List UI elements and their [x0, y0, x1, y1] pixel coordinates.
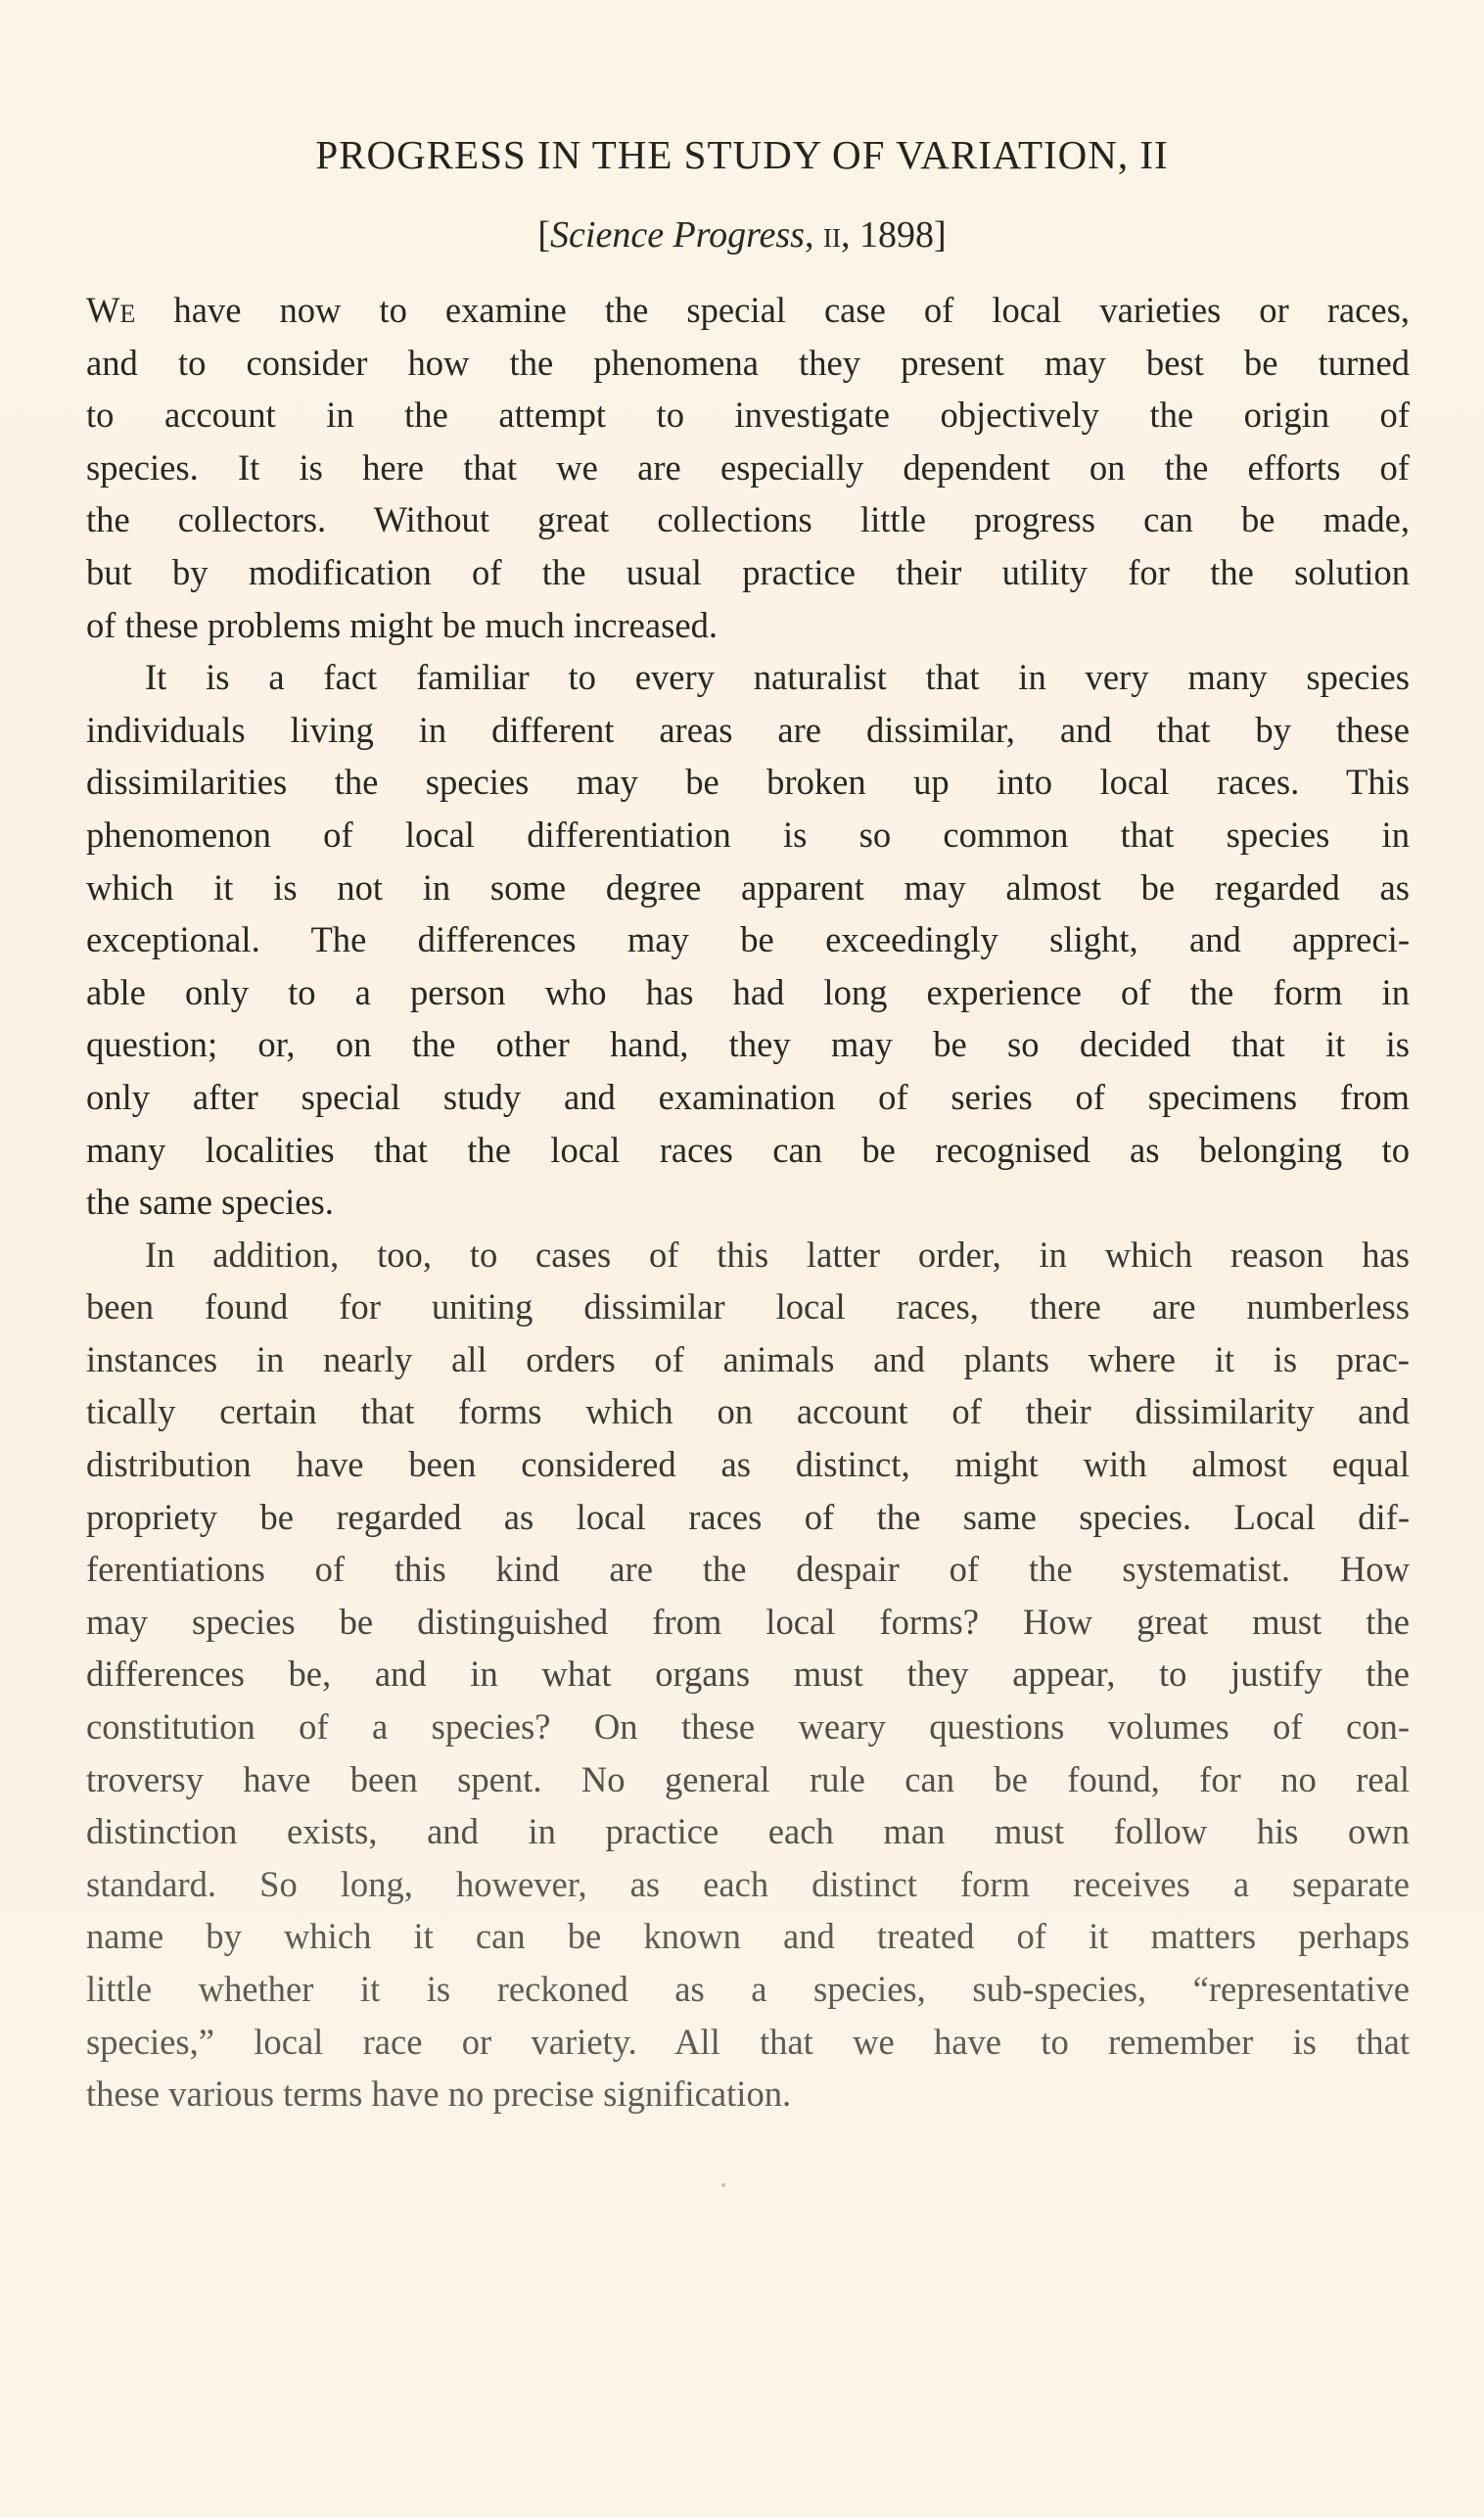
text-line: differences be, and in what organs must they appear, to justify the [86, 1654, 1410, 1695]
text-line: individuals living in different areas are dissimilar, and that by these [86, 709, 1410, 750]
text-line: name by which it can be known and treated of it matters perhaps [86, 1916, 1410, 1957]
body-text [86, 284, 1410, 2121]
text-line: able only to a person who has had long experience of the form in [86, 971, 1410, 1012]
text-line: which it is not in some degree apparent may almost be regarded as [86, 866, 1410, 908]
text-line: but by modification of the usual practice their utility for the solution [86, 551, 1410, 592]
text-line: little whether it is reckoned as a species, sub-species, “representative [86, 1969, 1410, 2009]
text-line: to account in the attempt to investigate objectively the origin of [86, 395, 1410, 436]
text-line: distinction exists, and in practice each man must follow his own [86, 1811, 1410, 1852]
text-line: species,” local race or variety. All that we have to remember is that [86, 2021, 1410, 2062]
text-line: constitution of a species? On these weary questions volumes of con- [86, 1706, 1410, 1748]
source-year: , 1898] [840, 214, 947, 256]
text-line: troversy have been spent. No general rule can be found, for no real [86, 1758, 1410, 1799]
text-line: phenomenon of local differentiation is so common that species in [86, 814, 1410, 855]
paragraph-1 [86, 284, 1410, 651]
source-volume: ii [822, 214, 841, 256]
text-line: propriety be regarded as local races of the same species. Local dif- [86, 1496, 1410, 1537]
text-line: In addition, too, to cases of this latter order, in which reason has [145, 1234, 1410, 1275]
paragraph-initial: W [86, 290, 120, 330]
paragraph-3 [86, 1229, 1410, 2121]
source-citation [86, 208, 1398, 262]
paragraph-initial-rest: e [119, 290, 136, 330]
text-line: may species be distinguished from local forms? How great must the [86, 1601, 1410, 1642]
text-line: the same species. [86, 1182, 334, 1223]
source-journal: Science Progress [550, 214, 805, 256]
page-heading: PROGRESS IN THE STUDY OF VARIATION, II [315, 132, 1169, 177]
text-line: many localities that the local races can be recognised as belonging to [86, 1129, 1410, 1170]
text-line: tically certain that forms which on account of their dissimilarity and [86, 1391, 1410, 1432]
text-line: of these problems might be much increased. [86, 604, 719, 645]
text-line: ferentiations of this kind are the despair of the systematist. How [86, 1549, 1410, 1590]
paragraph-2 [86, 651, 1410, 1229]
text-line: been found for uniting dissimilar local races, there are numberless [86, 1286, 1410, 1328]
text-line: and to consider how the phenomena they present may best be turned [86, 342, 1410, 383]
source-open-bracket: [ [537, 214, 551, 256]
text-line: these various terms have no precise signification. [86, 2074, 792, 2115]
text-line: the collectors. Without great collections little progress can be made, [86, 499, 1410, 540]
text-line: only after special study and examination of series of specimens from [86, 1076, 1410, 1117]
text-line: species. It is here that we are especially dependent on the efforts of [86, 446, 1410, 488]
text-line: distribution have been considered as distinct, might with almost equal [86, 1444, 1410, 1485]
text-line: It is a fact familiar to every naturalist that in very many species [145, 657, 1410, 698]
text-line: dissimilarities the species may be broken up into local races. This [86, 762, 1410, 803]
text-line: exceptional. The differences may be exceedingly slight, and appreci- [86, 919, 1410, 960]
paper-speck [721, 2183, 725, 2187]
text-line-content: have now to examine the special case of local varieties or races, [135, 290, 1410, 330]
text-line: question; or, on the other hand, they may be so decided that it is [86, 1024, 1410, 1065]
text-line [86, 284, 1410, 337]
text-line: standard. So long, however, as each distinct form receives a separate [86, 1863, 1410, 1904]
source-sep: , [804, 214, 823, 256]
text-line: instances in nearly all orders of animals and plants where it is prac- [86, 1338, 1410, 1379]
